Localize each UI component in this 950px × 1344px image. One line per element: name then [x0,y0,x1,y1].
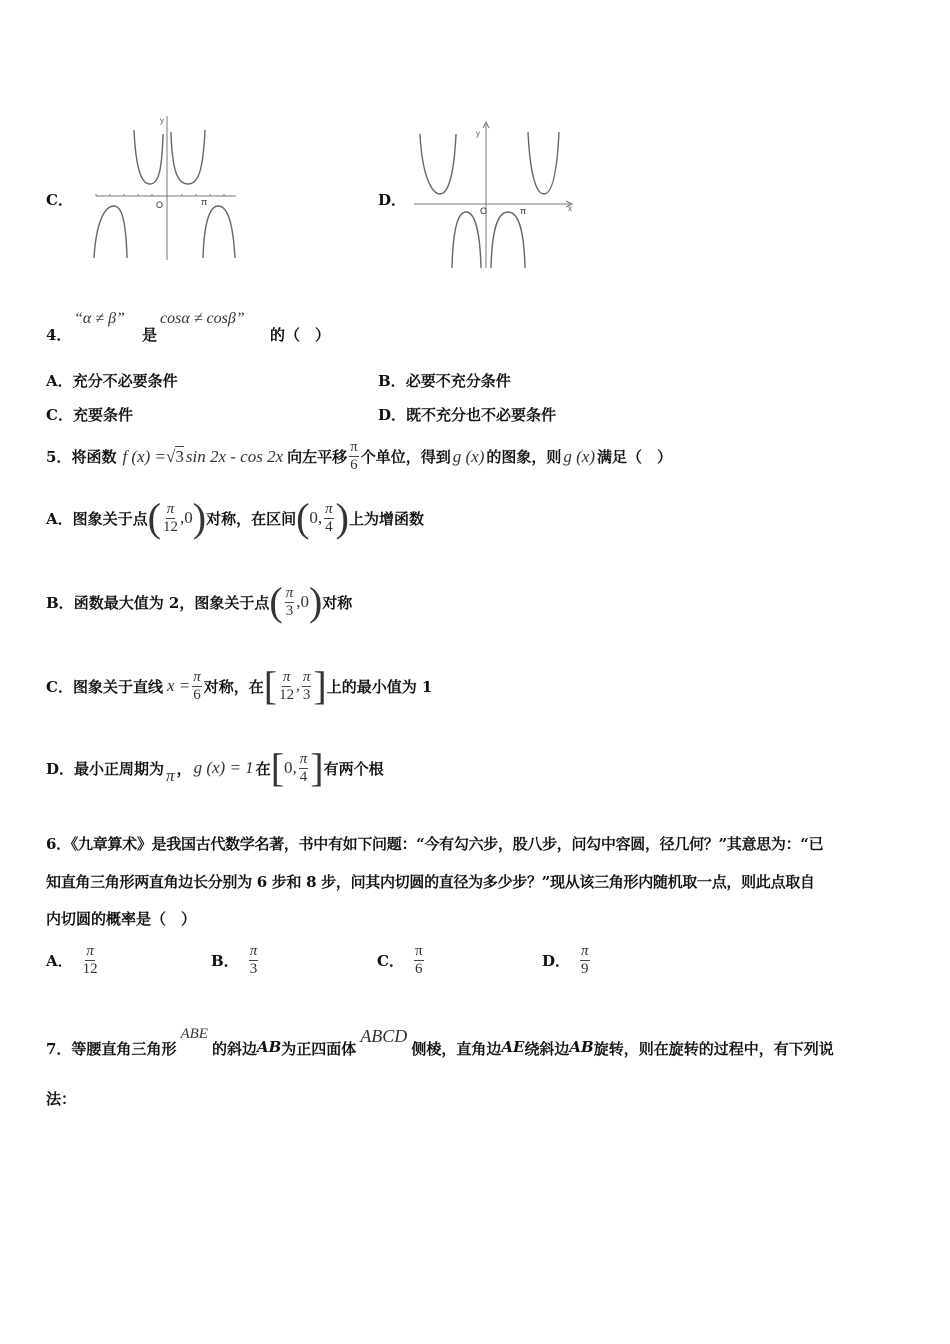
q4-option-c[interactable]: C．充要条件 [46,406,133,424]
curve-lower-right [203,206,235,258]
curve-lower-left [94,206,127,258]
q5-f-rhs: sin 2x - cos 2x [185,446,284,466]
q6-option-d[interactable]: D． $\frac{\pi}{9}$ [542,943,589,977]
q6-line-1: 6．《九章算术》是我国古代数学名著，书中有如下问题：“今有勾六步，股八步，问勾中容圆，径几何？”其意思为：“已 [46,835,824,853]
q4-condition-2: cosα ≠ cosβ” [160,310,245,327]
q4-option-d[interactable]: D．既不充分也不必要条件 [378,406,557,424]
sqrt-icon: √ [166,446,176,466]
curve-lower-left [452,212,481,268]
graph-d-origin: O [480,206,488,216]
q3-option-d-label: D． [378,191,407,209]
q3-graph-d [410,118,578,270]
q4-shi: 是 [142,326,158,344]
q4-option-a[interactable]: A．充分不必要条件 [46,372,178,390]
curve-upper-left [134,130,163,184]
q6-option-b[interactable]: B． $\frac{\pi}{3}$ [211,943,258,977]
q5-f-lhs: f (x) = [122,446,167,466]
q5-option-a[interactable]: A． 图象关于点 ( $\frac{\pi}{12}$ ,0 ) 对称，在区间 ( 0, $\frac{\pi}{4}$ ) 上为增函数 [46,495,425,540]
q5-option-b[interactable]: B． 函数最大值为 2，图象关于点 ( $\frac{\pi}{3}$ ,0 ) 对称 [46,579,353,624]
q5-c-line: $\frac{\pi}{6}$ [193,668,201,703]
q4-condition-1: “α ≠ β” [74,310,125,327]
q5-a-point: ( $\frac{\pi}{12}$ ,0 ) [147,495,207,540]
graph-d-y-label: y [476,129,480,138]
q4-tail: 的（ ） [270,326,331,344]
q5-option-c[interactable]: C． 图象关于直线 x = $\frac{\pi}{6}$ 对称，在 [ $\frac{\pi}{12}$ , $\frac{\pi}{3}$ ] 上的最小值为 1 [46,663,433,708]
q6-line-2: 知直角三角形两直角边长分别为 6 步和 8 步，问其内切圆的直径为多少步？”现从该三角形内随机取一点，则此点取自 [46,873,815,891]
q4-number: 4． [46,326,72,344]
q7-stem: 7．等腰直角三角形 ABE 的斜边 AB 为正四面体 ABCD 侧棱，直角边 AE 绕斜边 AB 旋转，则在旋转的过程中，有下列说 [46,1026,834,1058]
q5-option-d[interactable]: D． 最小正周期为 π ， g (x) = 1 在 [ 0, $\frac{\pi}{4}$ ] 有两个根 [46,745,384,790]
curve-lower-right [491,212,525,268]
q6-option-a[interactable]: A． $\frac{\pi}{12}$ [46,943,98,977]
q6-option-c[interactable]: C． $\frac{\pi}{6}$ [377,943,423,977]
curve-upper-left [420,134,456,194]
q6-line-3: 内切圆的概率是（ ） [46,910,197,928]
graph-c-origin: O [156,200,164,210]
graph-c-y-label: y [160,116,164,125]
q4-option-b[interactable]: B．必要不充分条件 [378,372,511,390]
graph-d-pi: π [520,206,527,216]
q7-line-2: 法： [46,1090,77,1108]
graph-c-pi: π [201,197,208,207]
q5-shift: $\frac{\pi}{6}$ [350,439,358,473]
q5-d-interval: [ 0, $\frac{\pi}{4}$ ] [270,745,324,790]
curve-upper-right [171,130,205,184]
q5-b-point: ( $\frac{\pi}{3}$ ,0 ) [269,579,323,624]
q3-graph-c [90,112,240,262]
q5-a-interval: ( 0, $\frac{\pi}{4}$ ) [296,495,349,540]
graph-d-x-label: x [568,204,572,213]
q5-c-interval: [ $\frac{\pi}{12}$ , $\frac{\pi}{3}$ ] [263,663,327,708]
curve-upper-right [528,132,559,194]
q3-option-c-label: C． [46,191,73,209]
q5-stem: 5． 将函数 f (x) = √ 3 sin 2x - cos 2x 向左平移 $\frac{\pi}{6}$ 个单位，得到 g (x) 的图象，则 g (x) 满足（ ） [46,439,673,473]
